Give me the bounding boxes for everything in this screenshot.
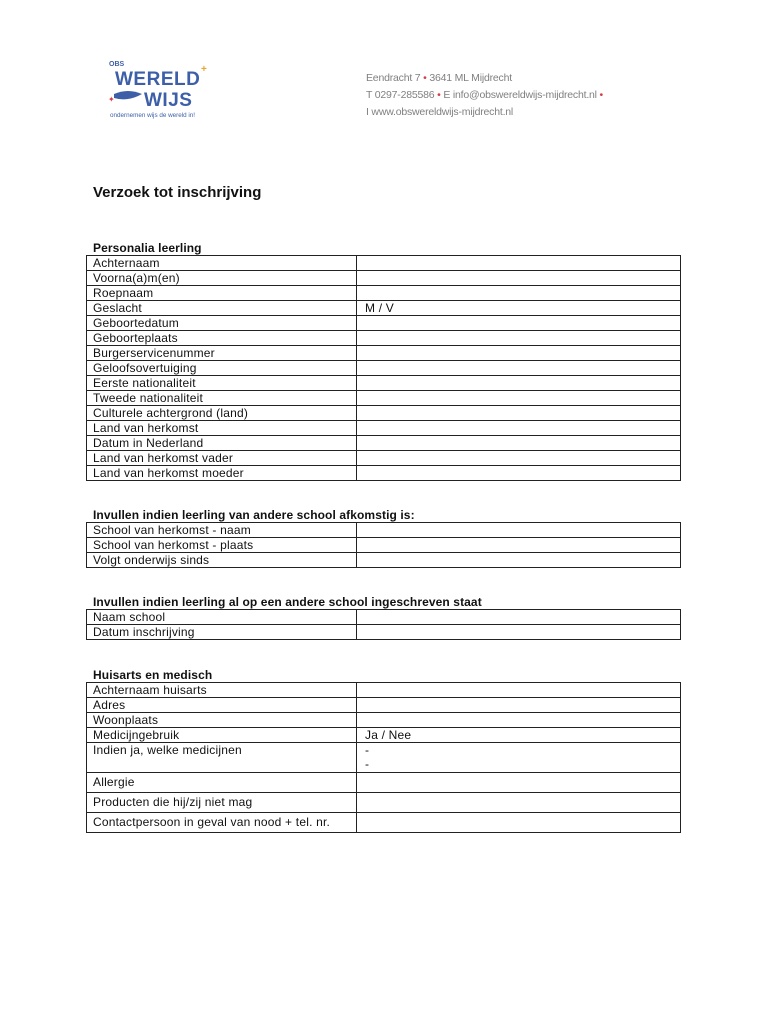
contact-email: E info@obswereldwijs-mijdrecht.nl [443,89,597,101]
sparkle-icon: + [201,64,207,75]
address-city: 3641 ML Mijdrecht [429,72,512,84]
logo-prefix: OBS [109,61,125,68]
field-label: Woonplaats [87,713,357,728]
field-value[interactable] [357,256,681,271]
form-row [87,376,681,391]
form-row [87,625,681,640]
form-row [87,553,681,568]
form-row [87,286,681,301]
field-value[interactable] [357,713,681,728]
separator-dot: • [437,89,441,101]
field-label: Achternaam [87,256,357,271]
field-label: Geboorteplaats [87,331,357,346]
field-value[interactable] [357,421,681,436]
field-label: Datum inschrijving [87,625,357,640]
contact-phone-email [366,87,603,104]
field-value[interactable] [357,610,681,625]
field-label: Roepnaam [87,286,357,301]
field-label: Land van herkomst [87,421,357,436]
field-value[interactable] [357,538,681,553]
contact-info [366,70,603,121]
website-link[interactable]: I www.obswereldwijs-mijdrecht.nl [366,106,514,118]
contact-website [366,104,603,121]
table-vorige-school [86,522,681,568]
field-value[interactable] [357,406,681,421]
section-title-personalia: Personalia leerling [93,241,202,255]
field-value[interactable] [357,523,681,538]
form-row [87,256,681,271]
form-row [87,421,681,436]
field-value[interactable] [357,331,681,346]
field-value[interactable] [357,436,681,451]
field-value-line: - [365,757,370,771]
field-value[interactable] [357,346,681,361]
field-value[interactable] [357,773,681,793]
field-label: Contactpersoon in geval van nood + tel. nr. [87,813,357,833]
table-inschrijving [86,609,681,640]
field-value[interactable] [357,625,681,640]
field-label: Producten die hij/zij niet mag [87,793,357,813]
school-logo [108,58,218,122]
form-row [87,451,681,466]
field-label: Naam school [87,610,357,625]
form-row [87,743,681,773]
form-row [87,391,681,406]
field-value[interactable] [357,466,681,481]
field-value[interactable] [357,316,681,331]
form-row [87,436,681,451]
field-label: Voorna(a)m(en) [87,271,357,286]
field-label: Land van herkomst vader [87,451,357,466]
field-label: School van herkomst - naam [87,523,357,538]
form-row [87,683,681,698]
star-icon: ✦ [108,95,115,104]
field-value[interactable] [357,376,681,391]
field-value[interactable] [357,793,681,813]
form-row [87,773,681,793]
field-value[interactable]: M / V [357,301,681,316]
table-huisarts [86,682,681,833]
field-value[interactable] [357,451,681,466]
field-label: Tweede nationaliteit [87,391,357,406]
field-value[interactable]: Ja / Nee [357,728,681,743]
form-row [87,698,681,713]
form-row [87,610,681,625]
field-label: Indien ja, welke medicijnen [87,743,357,773]
separator-dot: • [599,89,604,101]
contact-phone: T 0297-285586 [366,89,435,101]
logo-line1: WERELD [115,69,201,90]
logo-tagline: ondernemen wijs de wereld in! [110,112,196,119]
form-row [87,346,681,361]
field-value[interactable] [357,361,681,376]
field-value[interactable] [357,813,681,833]
address-street: Eendracht 7 [366,72,421,84]
field-value[interactable] [357,271,681,286]
field-label: Medicijngebruik [87,728,357,743]
field-value-line: - [365,743,370,757]
field-label: Geloofsovertuiging [87,361,357,376]
field-label: Achternaam huisarts [87,683,357,698]
field-value[interactable] [357,391,681,406]
form-row [87,361,681,376]
form-row [87,271,681,286]
form-row [87,466,681,481]
field-label: Datum in Nederland [87,436,357,451]
field-label: Geslacht [87,301,357,316]
field-label: Burgerservicenummer [87,346,357,361]
contact-address [366,70,603,87]
swoosh-icon [114,91,142,99]
field-label: Culturele achtergrond (land) [87,406,357,421]
form-row [87,301,681,316]
separator-dot: • [423,72,427,84]
field-label: Allergie [87,773,357,793]
field-value[interactable] [357,553,681,568]
page-title: Verzoek tot inschrijving [93,184,262,201]
field-label: School van herkomst - plaats [87,538,357,553]
field-value[interactable] [357,698,681,713]
form-row [87,523,681,538]
field-value[interactable] [357,683,681,698]
section-title-inschrijving: Invullen indien leerling al op een andere school ingeschreven staat [93,595,482,609]
field-value[interactable] [357,743,681,773]
form-row [87,331,681,346]
form-row [87,406,681,421]
section-title-huisarts: Huisarts en medisch [93,668,213,682]
form-row [87,713,681,728]
logo-line2: WIJS [144,90,193,111]
field-label: Adres [87,698,357,713]
field-label: Volgt onderwijs sinds [87,553,357,568]
field-label: Geboortedatum [87,316,357,331]
form-row [87,813,681,833]
table-personalia [86,255,681,481]
field-label: Land van herkomst moeder [87,466,357,481]
section-title-vorige-school: Invullen indien leerling van andere school afkomstig is: [93,508,415,522]
form-row [87,728,681,743]
form-row [87,538,681,553]
field-value[interactable] [357,286,681,301]
form-row [87,793,681,813]
form-row [87,316,681,331]
field-label: Eerste nationaliteit [87,376,357,391]
